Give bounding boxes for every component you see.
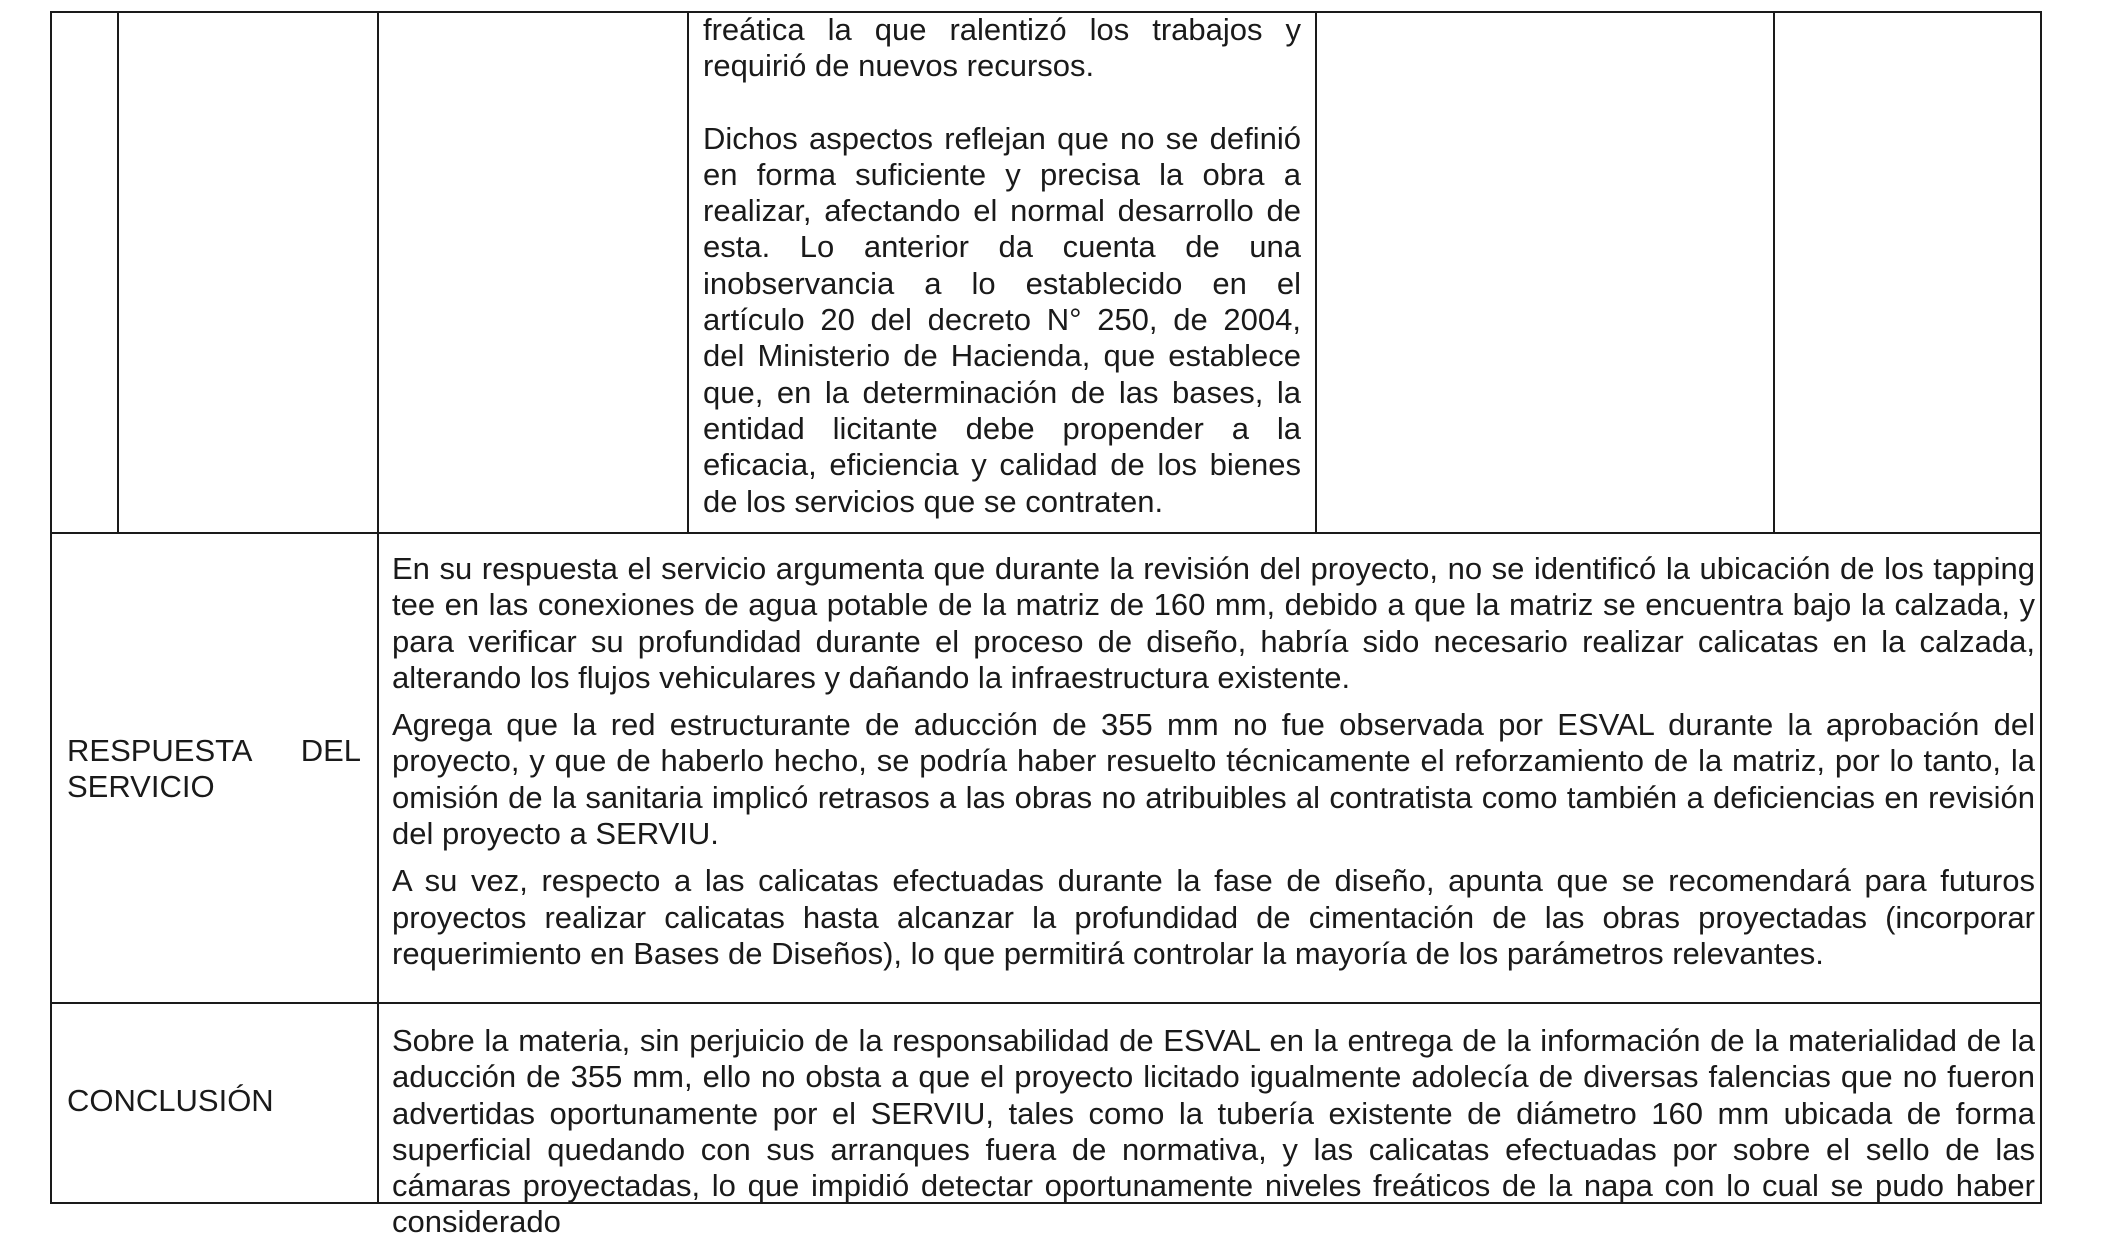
respuesta-text	[392, 551, 2035, 972]
respuesta-paragraph-1: En su respuesta el servicio argumenta que durante la revisión del proyecto, no se identificó la ubicación de los tapping tee en las conexiones de agua potable de la matriz de 160 mm, debido a que la matriz se encuentra bajo la calzada, y para verificar su profundidad durante el proceso de diseño, habría sido necesario realizar calicatas en la calzada, alterando los flujos vehiculares y dañando la infraestructura existente.	[392, 551, 2035, 695]
respuesta-label-word3: SERVICIO	[67, 769, 215, 804]
table-left-border	[50, 11, 52, 1204]
top-row-divider-4	[1315, 11, 1317, 533]
conclusion-paragraph-1: Sobre la materia, sin perjuicio de la responsabilidad de ESVAL en la entrega de la información de la materialidad de la aducción de 355 mm, ello no obsta a que el proyecto licitado igualmente adolecía de diversas falencias que no fueron advertidas oportunamente por el SERVIU, tales como la tubería existente de diámetro 160 mm ubicada de forma superficial quedando con sus arranques fuera de normativa, y las calicatas efectuadas por sobre el sello de las cámaras proyectadas, lo que impidió detectar oportunamente niveles freáticos de la napa con lo cual se pudo haber considerado	[392, 1023, 2035, 1240]
top-row-divider-2	[377, 11, 379, 1204]
respuesta-paragraph-2: Agrega que la red estructurante de aducción de 355 mm no fue observada por ESVAL durante la aprobación del proyecto, y que de haberlo hecho, se podría haber resuelto técnicamente el reforzamiento de la matriz, por lo tanto, la omisión de la sanitaria implicó retrasos a las obras no atribuibles al contratista como también a deficiencias en revisión del proyecto a SERVIU.	[392, 707, 2035, 852]
table-right-border	[2040, 11, 2042, 1204]
respuesta-label-word1: RESPUESTA	[67, 733, 253, 768]
top-row-divider-3	[687, 11, 689, 533]
top-row-divider-1	[117, 11, 119, 533]
row-divider-top	[50, 532, 2042, 534]
top-row-paragraph-2: Dichos aspectos reflejan que no se definió en forma suficiente y precisa la obra a realizar, afectando el normal desarrollo de esta. Lo anterior da cuenta de una inobservancia a lo establecido en el artículo 20 del decreto N° 250, de 2004, del Ministerio de Hacienda, que establece que, en la determinación de las bases, la entidad licitante debe propender a la eficacia, eficiencia y calidad de los bienes de los servicios que se contraten.	[703, 120, 1301, 519]
top-row-paragraph-1: freática la que ralentizó los trabajos y requirió de nuevos recursos.	[703, 12, 1301, 84]
conclusion-label: CONCLUSIÓN	[67, 1083, 274, 1118]
top-row-divider-5	[1773, 11, 1775, 533]
respuesta-paragraph-3: A su vez, respecto a las calicatas efectuadas durante la fase de diseño, apunta que se recomendará para futuros proyectos realizar calicatas hasta alcanzar la profundidad de cimentación de las obras proyectadas (incorporar requerimiento en Bases de Diseños), lo que permitirá controlar la mayoría de los parámetros relevantes.	[392, 863, 2035, 971]
conclusion-text	[392, 1023, 2035, 1240]
row-divider-middle	[50, 1002, 2042, 1004]
top-row-text	[703, 12, 1301, 520]
respuesta-label-word2: DEL	[300, 733, 361, 768]
respuesta-label	[67, 733, 361, 805]
